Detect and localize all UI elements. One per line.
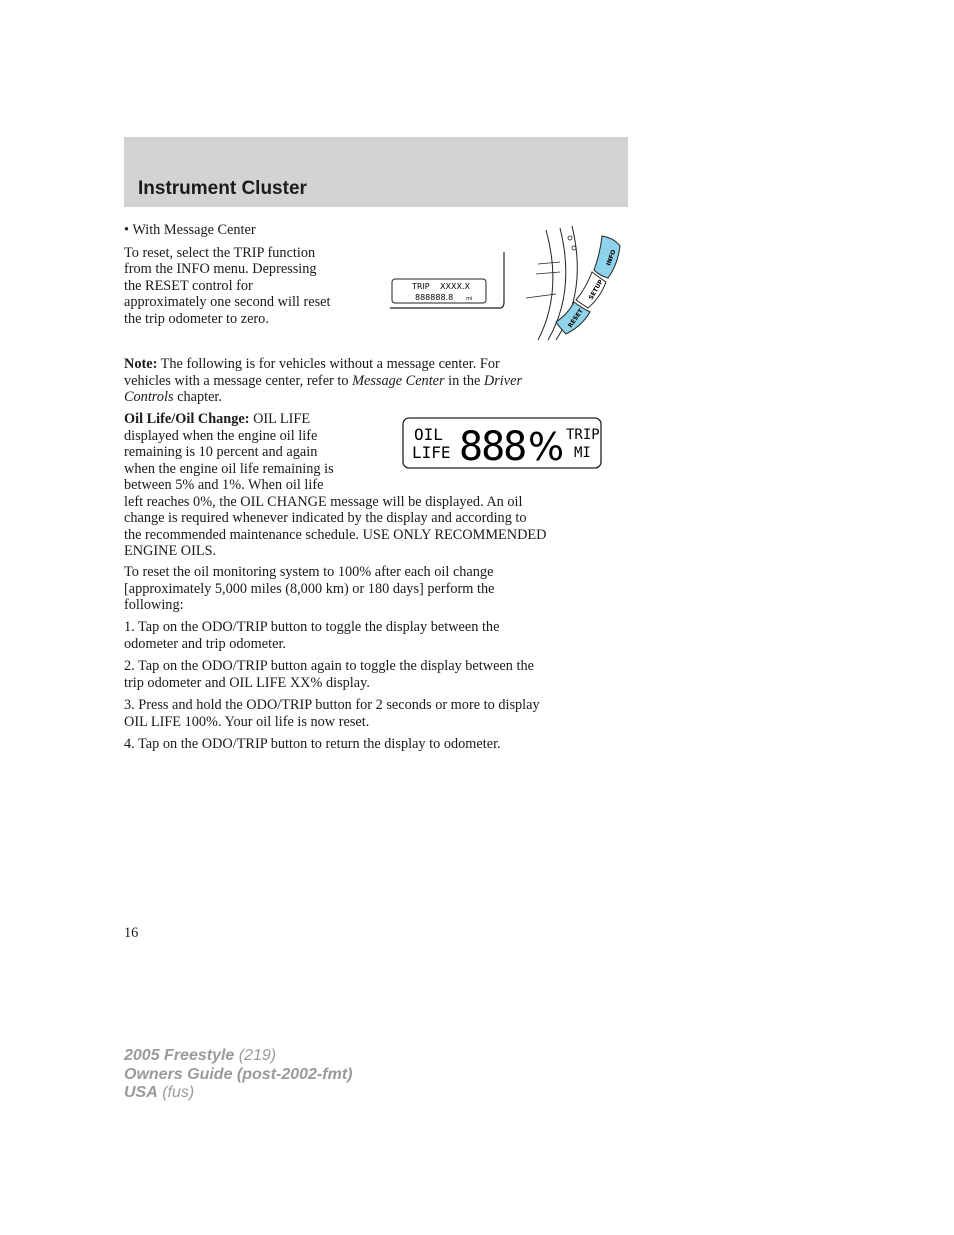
footer-market-code: (fus) xyxy=(157,1084,195,1101)
odo-value: 888888.8 xyxy=(415,293,454,302)
step-4 xyxy=(124,736,624,753)
note-label: Note: xyxy=(124,356,158,372)
step-3 xyxy=(124,697,629,730)
driver-ref: Driver xyxy=(483,372,523,389)
oil-line-2: remaining is 10 percent and again xyxy=(124,444,318,460)
section-title: Instrument Cluster xyxy=(138,178,307,199)
step-1-line-1: 1. Tap on the ODO/TRIP button to toggle the display between the xyxy=(124,619,500,635)
message-center-ref: Message Center xyxy=(352,372,445,389)
page-number: 16 xyxy=(124,925,139,941)
trip-value: XXXX.X xyxy=(440,282,470,291)
footer-model: 2005 Freestyle xyxy=(124,1047,235,1064)
oil-line-1: displayed when the engine oil life xyxy=(124,427,318,444)
mi-text: MI xyxy=(574,445,591,461)
oil-line-0: OIL LIFE xyxy=(249,411,311,427)
reset-intro xyxy=(124,564,624,614)
message-center-text xyxy=(124,222,374,327)
step-3-line-2: OIL LIFE 100%. Your oil life is now reset. xyxy=(124,713,370,730)
oil-life-display xyxy=(402,417,602,469)
note-line-2b: in the xyxy=(444,372,484,389)
reset-line-4: approximately one second will reset xyxy=(124,294,331,310)
info-label: INFO xyxy=(605,248,618,267)
oil-line-8: ENGINE OILS. xyxy=(124,543,217,559)
note-paragraph xyxy=(124,356,624,406)
reset-label: RESET xyxy=(566,307,585,330)
oil-line-4: between 5% and 1%. When oil life xyxy=(124,477,324,493)
step-1 xyxy=(124,619,624,652)
note-line-1: The following is for vehicles without a message center. For xyxy=(157,356,500,372)
unit-label: mi xyxy=(466,296,473,302)
reset-line-2: from the INFO menu. Depressing xyxy=(124,261,317,277)
step-1-line-2: odometer and trip odometer. xyxy=(124,635,286,652)
step-2-line-1: 2. Tap on the ODO/TRIP button again to toggle the display between the xyxy=(124,658,534,674)
step-2-line-2: trip odometer and OIL LIFE XX% display. xyxy=(124,674,370,691)
document-footer xyxy=(124,1047,352,1103)
oil-text: OIL xyxy=(414,425,443,444)
step-2 xyxy=(124,658,624,691)
controls-ref: Controls xyxy=(124,389,174,405)
footer-market: USA xyxy=(124,1084,158,1101)
reset-line-5: the trip odometer to zero. xyxy=(124,310,269,327)
trip-text: TRIP xyxy=(566,427,600,443)
message-center-illustration xyxy=(388,222,628,342)
reset-intro-line-1: To reset the oil monitoring system to 100% after each oil change xyxy=(124,564,494,580)
bullet-item: • With Message Center xyxy=(124,222,256,238)
note-line-2a: vehicles with a message center, refer to xyxy=(124,372,353,389)
oil-line-7: the recommended maintenance schedule. USE ONLY RECOMMENDED xyxy=(124,526,547,543)
trip-label: TRIP xyxy=(412,282,430,291)
reset-line-3: the RESET control for xyxy=(124,277,253,294)
step-4-line-1: 4. Tap on the ODO/TRIP button to return the display to odometer. xyxy=(124,736,501,752)
digits-text: 888 xyxy=(459,424,526,469)
footer-guide: Owners Guide (post-2002-fmt) xyxy=(124,1065,353,1083)
oil-line-6: change is required whenever indicated by the display and according to xyxy=(124,510,527,526)
step-3-line-1: 3. Press and hold the ODO/TRIP button for 2 seconds or more to display xyxy=(124,697,540,713)
reset-line-1: To reset, select the TRIP function xyxy=(124,244,316,261)
oil-line-3: when the engine oil life remaining is xyxy=(124,460,334,477)
section-header xyxy=(124,137,628,207)
percent-text: % xyxy=(528,425,565,469)
oil-life-label: Oil Life/Oil Change: xyxy=(124,411,250,427)
oil-line-5: left reaches 0%, the OIL CHANGE message will be displayed. An oil xyxy=(124,493,523,510)
footer-model-code: (219) xyxy=(234,1047,277,1064)
reset-intro-line-2: [approximately 5,000 miles (8,000 km) or 180 days] perform the xyxy=(124,580,495,597)
setup-label: SETUP xyxy=(587,278,605,301)
reset-intro-line-3: following: xyxy=(124,597,184,613)
life-text: LIFE xyxy=(412,443,451,462)
note-line-3b: chapter. xyxy=(173,389,222,405)
